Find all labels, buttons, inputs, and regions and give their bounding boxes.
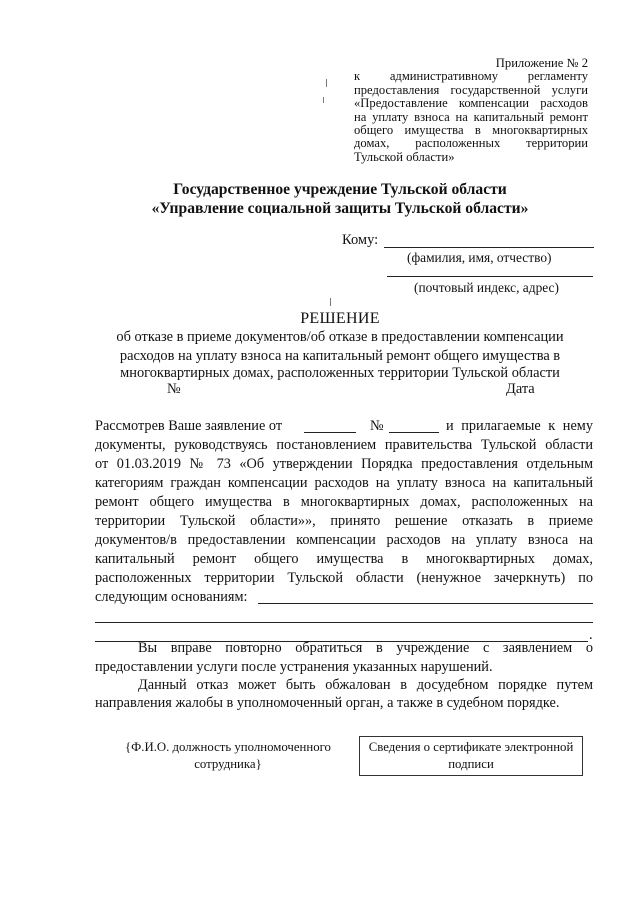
recipient-name-line[interactable] (384, 247, 594, 248)
recipient-address-line[interactable] (387, 276, 593, 277)
decision-number-label: № (167, 381, 181, 397)
body-line: капитальный ремонт общего имущества в многоквартирных домах, (95, 551, 593, 567)
name-caption: (фамилия, имя, отчество) (407, 250, 552, 265)
body-line: территории Тульской области»», принято решение отказать в приеме (95, 513, 593, 529)
application-number-label: № (370, 418, 384, 434)
grounds-end-dot: . (589, 627, 593, 643)
fio-caption: {Ф.И.О. должность уполномоченного (125, 740, 331, 754)
decision-title: РЕШЕНИЕ (300, 310, 380, 327)
fio-caption: сотрудника} (194, 757, 262, 771)
appendix-block (354, 57, 588, 164)
official-signature-block (108, 739, 348, 773)
scan-mark (323, 97, 324, 103)
scan-mark (326, 79, 327, 87)
to-label: Кому: (342, 232, 379, 248)
body-line: документов/в предоставлении компенсации расходов на уплату взноса на (95, 532, 593, 548)
organization-name: Государственное учреждение Тульской области (173, 181, 507, 198)
body-line: ремонт общего имущества в многоквартирных домах, расположенных на (95, 494, 593, 510)
appeal-text: направления жалобы в уполномоченный орган, а также в судебном порядке. (95, 695, 560, 711)
cert-caption: Сведения о сертификате электронной (368, 740, 574, 754)
body-line: документы, руководствуясь постановлением правительства Тульской области (95, 437, 593, 453)
notice-text: предоставлении услуги после устранения указанных нарушений. (95, 659, 493, 675)
appendix-line: на уплату взноса на капитальный ремонт (354, 109, 588, 124)
decision-subtitle: расходов на уплату взноса на капитальный ремонт общего имущества в (119, 348, 561, 364)
appeal-text: Данный отказ может быть обжалован в досудебном порядке путем (138, 677, 593, 693)
appendix-line: Тульской области» (354, 149, 455, 164)
certificate-box (359, 736, 583, 776)
appendix-line: «Предоставление компенсации расходов (354, 96, 588, 111)
application-number-field[interactable] (389, 432, 439, 433)
grounds-label: следующим основаниям: (95, 589, 248, 605)
decision-subtitle: об отказе в приеме документов/об отказе в предоставлении компенсации (116, 329, 564, 345)
notice-text: Вы вправе повторно обратиться в учреждение с заявлением о (138, 640, 593, 656)
organization-name-quoted: «Управление социальной защиты Тульской области» (151, 200, 529, 217)
cert-caption: подписи (448, 757, 494, 771)
scan-mark (330, 298, 331, 306)
body-text: и прилагаемые к нему (446, 418, 593, 434)
appendix-line: к административному регламенту (354, 69, 588, 84)
address-caption: (почтовый индекс, адрес) (414, 280, 559, 295)
appendix-number: Приложение № 2 (495, 56, 588, 70)
body-line: от 01.03.2019 № 73 «Об утверждении Порядка предоставления отдельным (95, 456, 593, 472)
body-text: Рассмотрев Ваше заявление от (95, 418, 283, 434)
decision-subtitle: многоквартирных домах, расположенных территории Тульской области (120, 365, 560, 381)
appendix-line: домах, расположенных территории (354, 136, 588, 151)
appendix-line: общего имущества в многоквартирных (354, 123, 588, 138)
application-date-field[interactable] (304, 432, 356, 433)
body-line: расположенных территории Тульской области (ненужное зачеркнуть) по (95, 570, 593, 586)
appendix-line: предоставления государственной услуги (354, 82, 588, 97)
grounds-field-1[interactable] (258, 603, 593, 604)
decision-date-label: Дата (506, 381, 535, 397)
body-line: категориям граждан компенсации расходов на уплату взноса на капитальный (95, 475, 593, 491)
grounds-field-2[interactable] (95, 622, 593, 623)
